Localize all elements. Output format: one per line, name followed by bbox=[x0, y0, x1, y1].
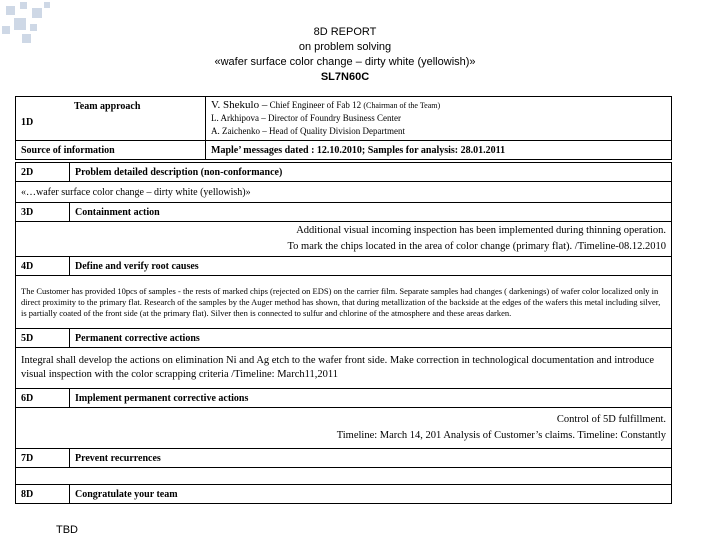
step-7d-body bbox=[16, 468, 672, 485]
row-2d-body bbox=[16, 182, 672, 203]
step-3d-label: Containment action bbox=[70, 203, 672, 222]
step-8d-body: TBD bbox=[56, 524, 78, 536]
team-member-3: A. Zaichenko – Head of Quality Division Department bbox=[211, 126, 405, 136]
step-4d-body: The Customer has provided 10pcs of samples - the rests of marked chips (rejected on EDS) on the carrier film. Separate samples had changes ( darkenings) of wafer color localized only in direct proximity to the primary flat. Research of the samples by the Auger method has shown, that during metallization of the backside at the edges of the wafers this metal including silver, is partially coated of the front side (at the primary flat). Silver then is connected to sulfur and chlorine of the atmosphere and these areas darken. bbox=[16, 276, 672, 329]
team-lead-role: Chief Engineer of Fab 12 bbox=[269, 100, 362, 110]
report-table bbox=[15, 96, 672, 160]
step-1d-label: 1D bbox=[21, 117, 34, 128]
row-3d-header bbox=[16, 203, 672, 222]
step-8d-number: 8D bbox=[16, 485, 70, 504]
team-lead-name: V. Shekulo – bbox=[211, 99, 268, 111]
row-7d-header bbox=[16, 449, 672, 468]
step-3d-body-line-1: Additional visual incoming inspection has been implemented during thinning operation. bbox=[296, 225, 666, 236]
step-6d-body bbox=[16, 408, 672, 449]
report-table-steps bbox=[15, 162, 672, 504]
step-6d-label: Implement permanent corrective actions bbox=[70, 389, 672, 408]
row-5d-header bbox=[16, 329, 672, 348]
row-3d-body bbox=[16, 222, 672, 257]
source-value: Maple’ messages dated : 12.10.2010; Samples for analysis: 28.01.2011 bbox=[206, 141, 672, 160]
title-line-2: on problem solving bbox=[298, 41, 392, 53]
title-line-1: 8D REPORT bbox=[313, 26, 377, 38]
step-8d-label: Congratulate your team bbox=[70, 485, 672, 504]
row-7d-body bbox=[16, 468, 672, 485]
step-5d-body: Integral shall develop the actions on elimination Ni and Ag etch to the wafer front side. Make correction in technological documentation and introduce visual inspection with the color scrapping criteria /Timeline: March11,2011 bbox=[16, 348, 672, 389]
report-title bbox=[150, 25, 540, 85]
row-8d-header bbox=[16, 485, 672, 504]
row-5d-body bbox=[16, 348, 672, 389]
step-2d-number: 2D bbox=[16, 163, 70, 182]
source-label: Source of information bbox=[16, 141, 206, 160]
decorative-squares bbox=[0, 0, 60, 46]
step-5d-number: 5D bbox=[16, 329, 70, 348]
step-7d-label: Prevent recurrences bbox=[70, 449, 672, 468]
team-member-2: L. Arkhipova – Director of Foundry Business Center bbox=[211, 113, 401, 123]
step-7d-number: 7D bbox=[16, 449, 70, 468]
step-6d-body-line-2: Timeline: March 14, 201 Analysis of Customer’s claims. Timeline: Constantly bbox=[336, 430, 666, 441]
step-3d-number: 3D bbox=[16, 203, 70, 222]
title-product-code: SL7N60C bbox=[320, 71, 370, 83]
step-4d-number: 4D bbox=[16, 257, 70, 276]
step-5d-label: Permanent corrective actions bbox=[70, 329, 672, 348]
step-6d-number: 6D bbox=[16, 389, 70, 408]
team-approach-label: Team approach bbox=[74, 101, 141, 112]
row-4d-header bbox=[16, 257, 672, 276]
row-2d-header bbox=[16, 163, 672, 182]
team-lead-note: (Chairman of the Team) bbox=[363, 101, 441, 110]
row-6d-body bbox=[16, 408, 672, 449]
team-label-cell bbox=[16, 97, 206, 141]
step-2d-body: «…wafer surface color change – dirty white (yellowish)» bbox=[16, 182, 672, 203]
row-4d-body bbox=[16, 276, 672, 329]
row-6d-header bbox=[16, 389, 672, 408]
step-4d-label: Define and verify root causes bbox=[70, 257, 672, 276]
row-source bbox=[16, 141, 672, 160]
step-3d-body-line-2: To mark the chips located in the area of color change (primary flat). /Timeline-08.12.2010 bbox=[287, 241, 666, 252]
step-2d-label: Problem detailed description (non-conformance) bbox=[70, 163, 672, 182]
row-1d bbox=[16, 97, 672, 141]
step-6d-body-line-1: Control of 5D fulfillment. bbox=[556, 414, 666, 425]
title-line-3: «wafer surface color change – dirty white (yellowish)» bbox=[214, 56, 476, 68]
team-members-cell bbox=[206, 97, 672, 141]
step-3d-body bbox=[16, 222, 672, 257]
